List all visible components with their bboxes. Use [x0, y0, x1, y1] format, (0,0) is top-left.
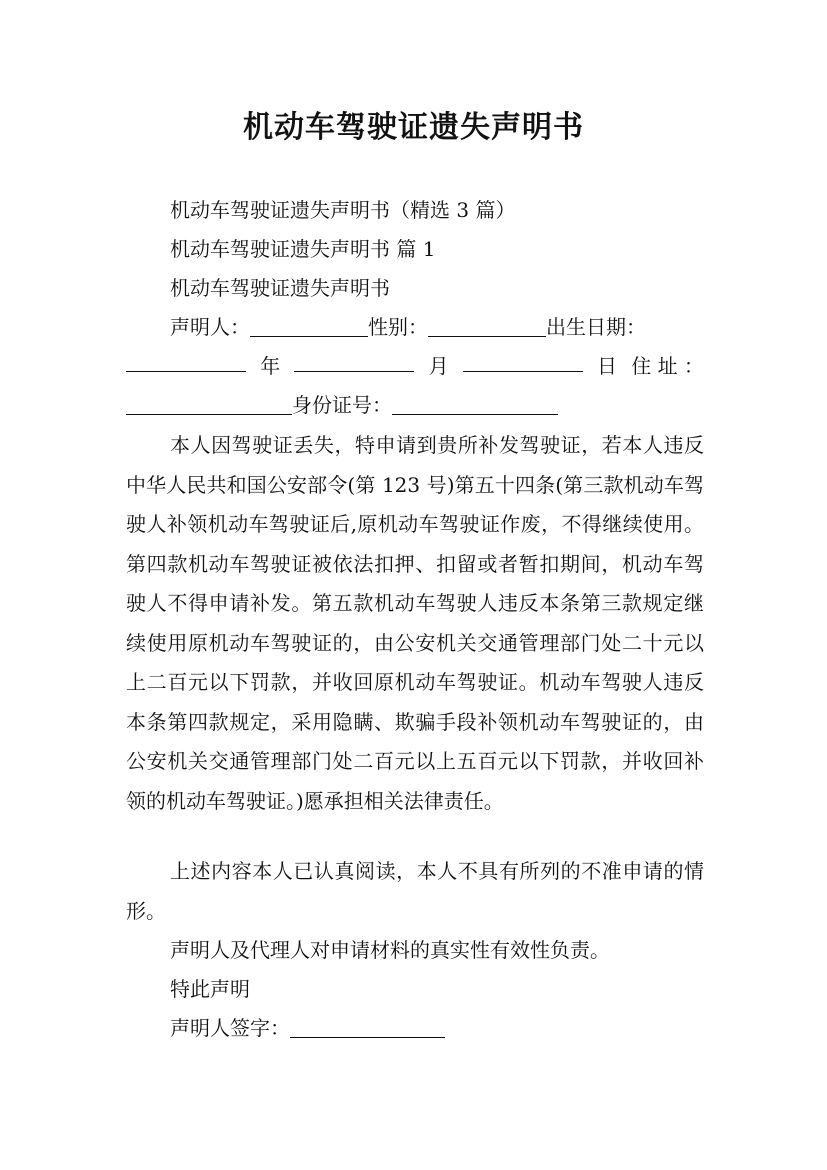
gender-blank[interactable] [428, 312, 546, 337]
form-line-3 [126, 386, 704, 425]
month-blank[interactable] [294, 347, 414, 372]
day-label: 日 [597, 354, 618, 378]
id-number-label: 身份证号： [292, 393, 392, 417]
section-heading: 机动车驾驶证遗失声明书 [170, 276, 390, 300]
paragraph-read: 上述内容本人已认真阅读，本人不具有所列的不准申请的情形。 [126, 859, 704, 923]
declarant-label: 声明人： [170, 315, 250, 339]
declarant-blank[interactable] [250, 312, 368, 337]
signature-line [126, 1009, 704, 1048]
signature-blank[interactable] [290, 1013, 445, 1038]
day-blank[interactable] [463, 347, 583, 372]
address-label: 住 址 ： [631, 354, 704, 378]
form-line-2 [126, 347, 704, 386]
year-label: 年 [260, 354, 281, 378]
signature-label: 声明人签字： [170, 1016, 290, 1040]
month-label: 月 [428, 354, 449, 378]
part-label: 机动车驾驶证遗失声明书 篇 1 [170, 237, 436, 261]
paragraph-responsibility: 声明人及代理人对申请材料的真实性有效性负责。 [170, 938, 610, 962]
document-subtitle: 机动车驾驶证遗失声明书（精选 3 篇） [170, 198, 516, 222]
form-line-1 [126, 308, 704, 347]
paragraph-main: 本人因驾驶证丢失，特申请到贵所补发驾驶证，若本人违反中华人民共和国公安部令(第 123 号)第五十四条(第三款机动车驾驶人补领机动车驾驶证后,原机动车驾驶证作废，不得继续使用。第四款机动车驾驶证被依法扣押、扣留或者暂扣期间，机动车驾驶人不得申请补发。第五款机动车驾驶人违反本条第三款规定继续使用原机动车驾驶证的，由公安机关交通管理部门处二十元以上二百元以下罚款，并收回原机动车驾驶证。机动车驾驶人违反本条第四款规定，采用隐瞒、欺骗手段补领机动车驾驶证的，由公安机关交通管理部门处二百元以上五百元以下罚款，并收回补领的机动车驾驶证。)愿承担相关法律责任。 [126, 433, 704, 813]
address-blank[interactable] [126, 390, 292, 415]
closing-statement: 特此声明 [170, 977, 250, 1001]
year-blank[interactable] [126, 347, 246, 372]
id-number-blank[interactable] [392, 390, 558, 415]
document-title: 机动车驾驶证遗失声明书 [243, 110, 584, 145]
gender-label: 性别： [368, 315, 428, 339]
birth-date-label: 出生日期： [546, 315, 646, 339]
